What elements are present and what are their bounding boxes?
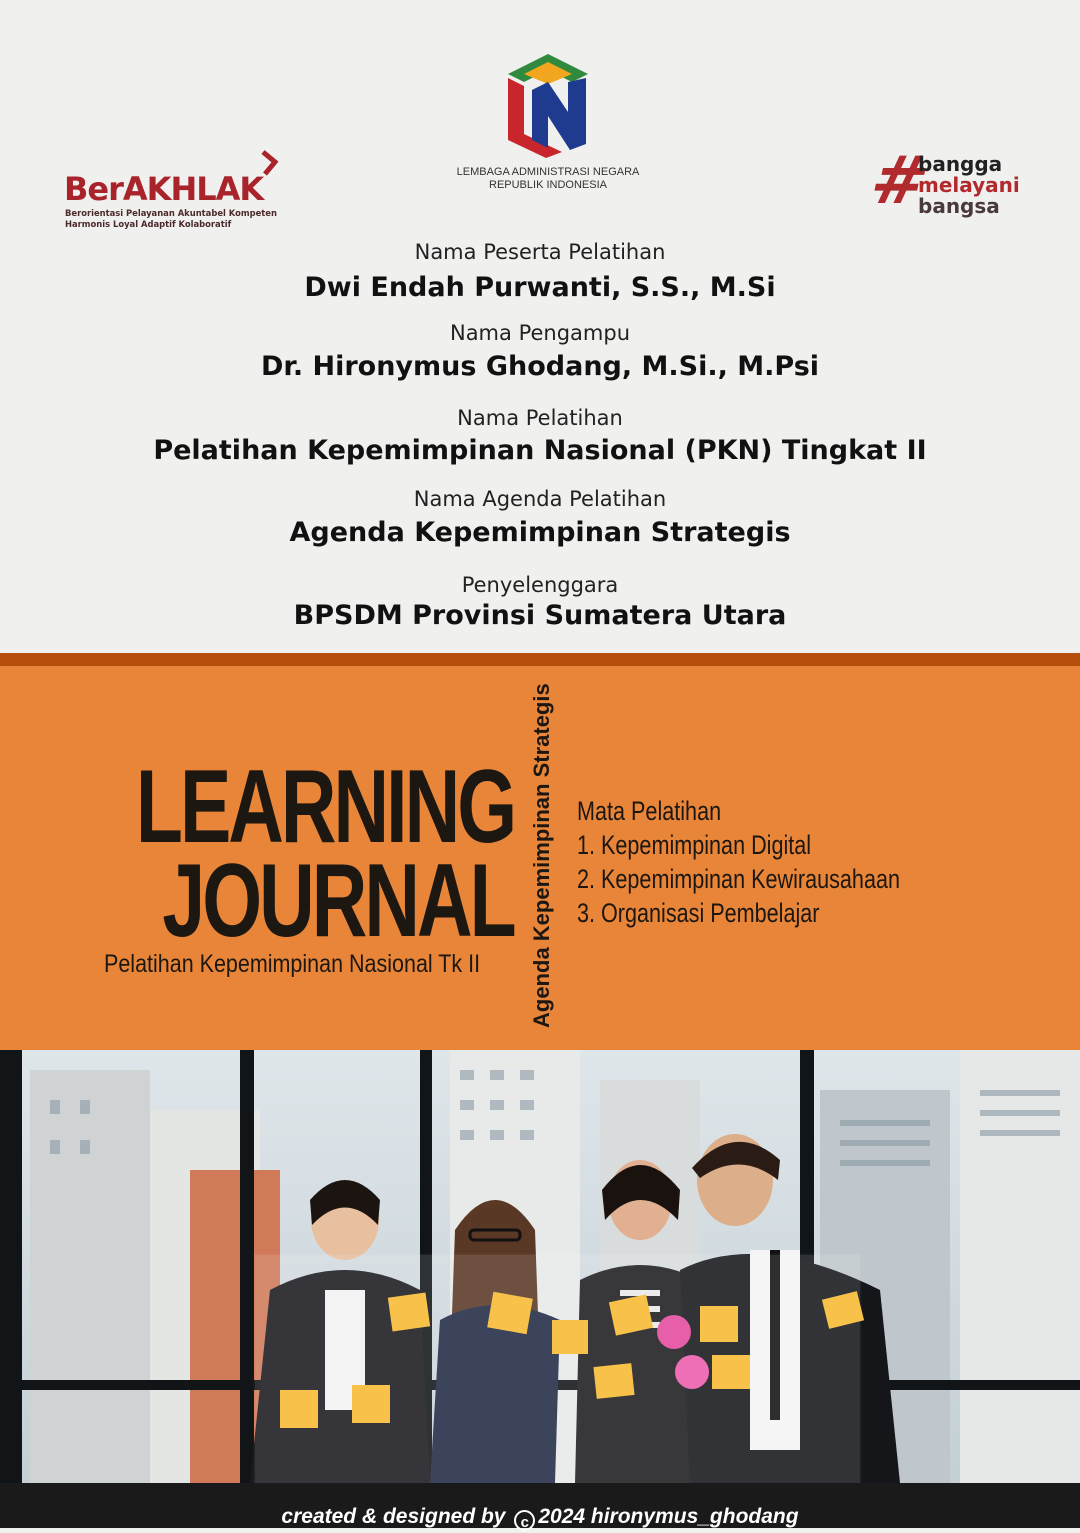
item-number: 3. [577, 898, 596, 928]
lan-name [452, 166, 644, 191]
list-item [577, 862, 900, 896]
tagline-line-2: Harmonis Loyal Adaptif Kolaboratif [65, 218, 232, 229]
bangga-melayani-bangsa-logo [863, 142, 1028, 224]
bangga-word: bangga [918, 152, 1003, 176]
mata-pelatihan-heading: Mata Pelatihan [577, 796, 722, 826]
participant-name: Dwi Endah Purwanti, S.S., M.Si [304, 272, 776, 303]
credit-prefix: created & designed by [281, 1505, 506, 1528]
item-text: Kepemimpinan Digital [601, 830, 812, 860]
berakhlak-wordmark: BerAKHLAK [64, 170, 264, 208]
instructor-name: Dr. Hironymus Ghodang, M.Si., M.Psi [260, 351, 820, 382]
training-name: Pelatihan Kepemimpinan Nasional (PKN) Tingkat II [153, 435, 927, 466]
office-team-illustration [0, 1050, 1080, 1483]
credit-text [0, 1505, 1080, 1531]
berakhlak-tagline [65, 208, 277, 229]
item-number: 2. [577, 864, 596, 894]
list-item [577, 896, 900, 930]
hashtag-icon: # [863, 142, 936, 219]
journal-subtitle: Pelatihan Kepemimpinan Nasional Tk II [104, 950, 481, 978]
organizer-label: Penyelenggara [461, 573, 619, 597]
journal-title-line-1: LEARNING [135, 749, 514, 865]
participant-label: Nama Peserta Pelatihan [414, 240, 666, 264]
organizer-name: BPSDM Provinsi Sumatera Utara [293, 600, 787, 631]
lan-logo [452, 52, 644, 197]
berakhlak-logo [64, 150, 294, 235]
lan-name-line-2: REPUBLIK INDONESIA [489, 178, 607, 191]
item-text: Organisasi Pembelajar [601, 898, 820, 928]
agenda-label: Nama Agenda Pelatihan [413, 487, 667, 511]
agenda-name: Agenda Kepemimpinan Strategis [289, 517, 791, 548]
lan-emblem-icon [502, 52, 594, 160]
training-label: Nama Pelatihan [457, 406, 623, 430]
vertical-agenda-label: Agenda Kepemimpinan Strategis [529, 683, 554, 1028]
credit-footer [0, 1483, 1080, 1531]
credit-suffix: 2024 hironymus_ghodang [538, 1505, 799, 1528]
list-item [577, 828, 900, 862]
bangsa-word: bangsa [918, 194, 1000, 218]
copyright-icon: c [514, 1510, 535, 1531]
item-text: Kepemimpinan Kewirausahaan [601, 864, 900, 894]
lan-name-line-1: LEMBAGA ADMINISTRASI NEGARA [456, 166, 640, 178]
item-number: 1. [577, 830, 596, 860]
team-photo [0, 1050, 1080, 1483]
mata-pelatihan-list [577, 794, 900, 930]
journal-title-line-2: JOURNAL [162, 843, 514, 959]
bangga-words [918, 154, 1020, 217]
tagline-line-1: Berorientasi Pelayanan Akuntabel Kompeten [65, 208, 277, 218]
divider-stripe [0, 653, 1080, 666]
instructor-label: Nama Pengampu [449, 321, 631, 345]
melayani-word: melayani [918, 173, 1020, 197]
